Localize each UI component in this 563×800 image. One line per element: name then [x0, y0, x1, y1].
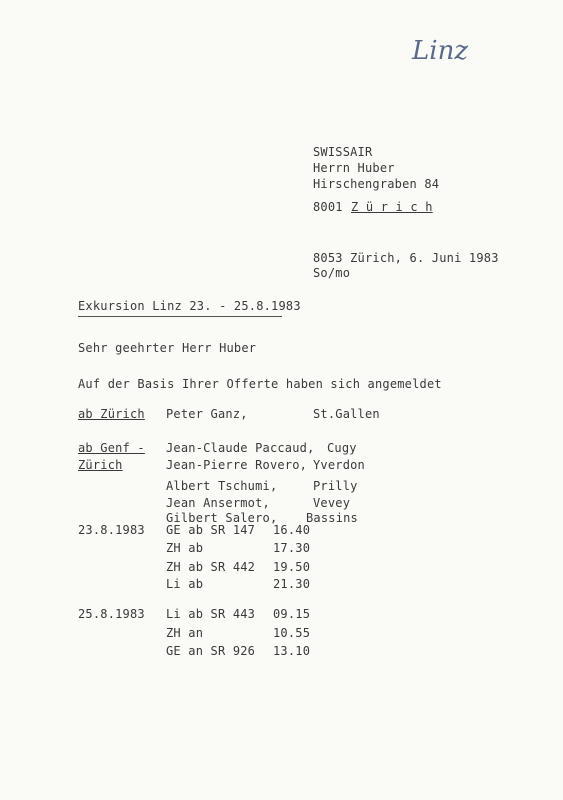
flight-time: 13.10	[273, 644, 311, 658]
flight-time: 17.30	[273, 541, 311, 555]
participant-place: Yverdon	[313, 458, 365, 472]
place-date: 8053 Zürich, 6. Juni 1983	[313, 251, 499, 265]
participant-place: Prilly	[313, 479, 358, 493]
salutation: Sehr geehrter Herr Huber	[78, 341, 257, 355]
participant-name: Jean-Claude Paccaud,	[166, 441, 315, 455]
flight-leg: GE ab SR 147	[166, 523, 256, 537]
participant-name: Jean Ansermot,	[166, 496, 270, 510]
flight-date: 23.8.1983	[78, 523, 145, 537]
recipient-company: SWISSAIR	[313, 145, 373, 159]
flight-leg: Li ab SR 443	[166, 607, 256, 621]
flight-leg: ZH ab SR 442	[166, 560, 256, 574]
handwritten-note: Linz	[412, 36, 469, 66]
participant-group: ab Genf -	[78, 441, 145, 455]
participant-name: Jean-Pierre Rovero,	[166, 458, 308, 472]
flight-leg: GE an SR 926	[166, 644, 256, 658]
intro-text: Auf der Basis Ihrer Offerte haben sich angemeldet	[78, 377, 442, 391]
participant-place: St.Gallen	[313, 407, 380, 421]
flight-time: 21.30	[273, 577, 311, 591]
participant-group: Zürich	[78, 458, 123, 472]
flight-date: 25.8.1983	[78, 607, 145, 621]
subject-underline	[78, 316, 282, 317]
recipient-postal-code: 8001	[313, 200, 343, 214]
subject-line: Exkursion Linz 23. - 25.8.1983	[78, 299, 301, 313]
flight-leg: ZH ab	[166, 541, 204, 555]
participant-name: Albert Tschumi,	[166, 479, 278, 493]
recipient-street: Hirschengraben 84	[313, 177, 440, 191]
participant-name: Gilbert Salero,	[166, 511, 278, 525]
flight-time: 16.40	[273, 523, 311, 537]
participant-place: Bassins	[306, 511, 358, 525]
participant-place: Cugy	[327, 441, 357, 455]
participant-name: Peter Ganz,	[166, 407, 248, 421]
flight-time: 09.15	[273, 607, 311, 621]
recipient-person: Herrn Huber	[313, 161, 395, 175]
flight-leg: ZH an	[166, 626, 204, 640]
flight-leg: Li ab	[166, 577, 204, 591]
reference: So/mo	[313, 266, 351, 280]
flight-time: 10.55	[273, 626, 311, 640]
participant-place: Vevey	[313, 496, 351, 510]
recipient-city: Z ü r i c h	[351, 200, 433, 214]
flight-time: 19.50	[273, 560, 311, 574]
participant-group: ab Zürich	[78, 407, 145, 421]
